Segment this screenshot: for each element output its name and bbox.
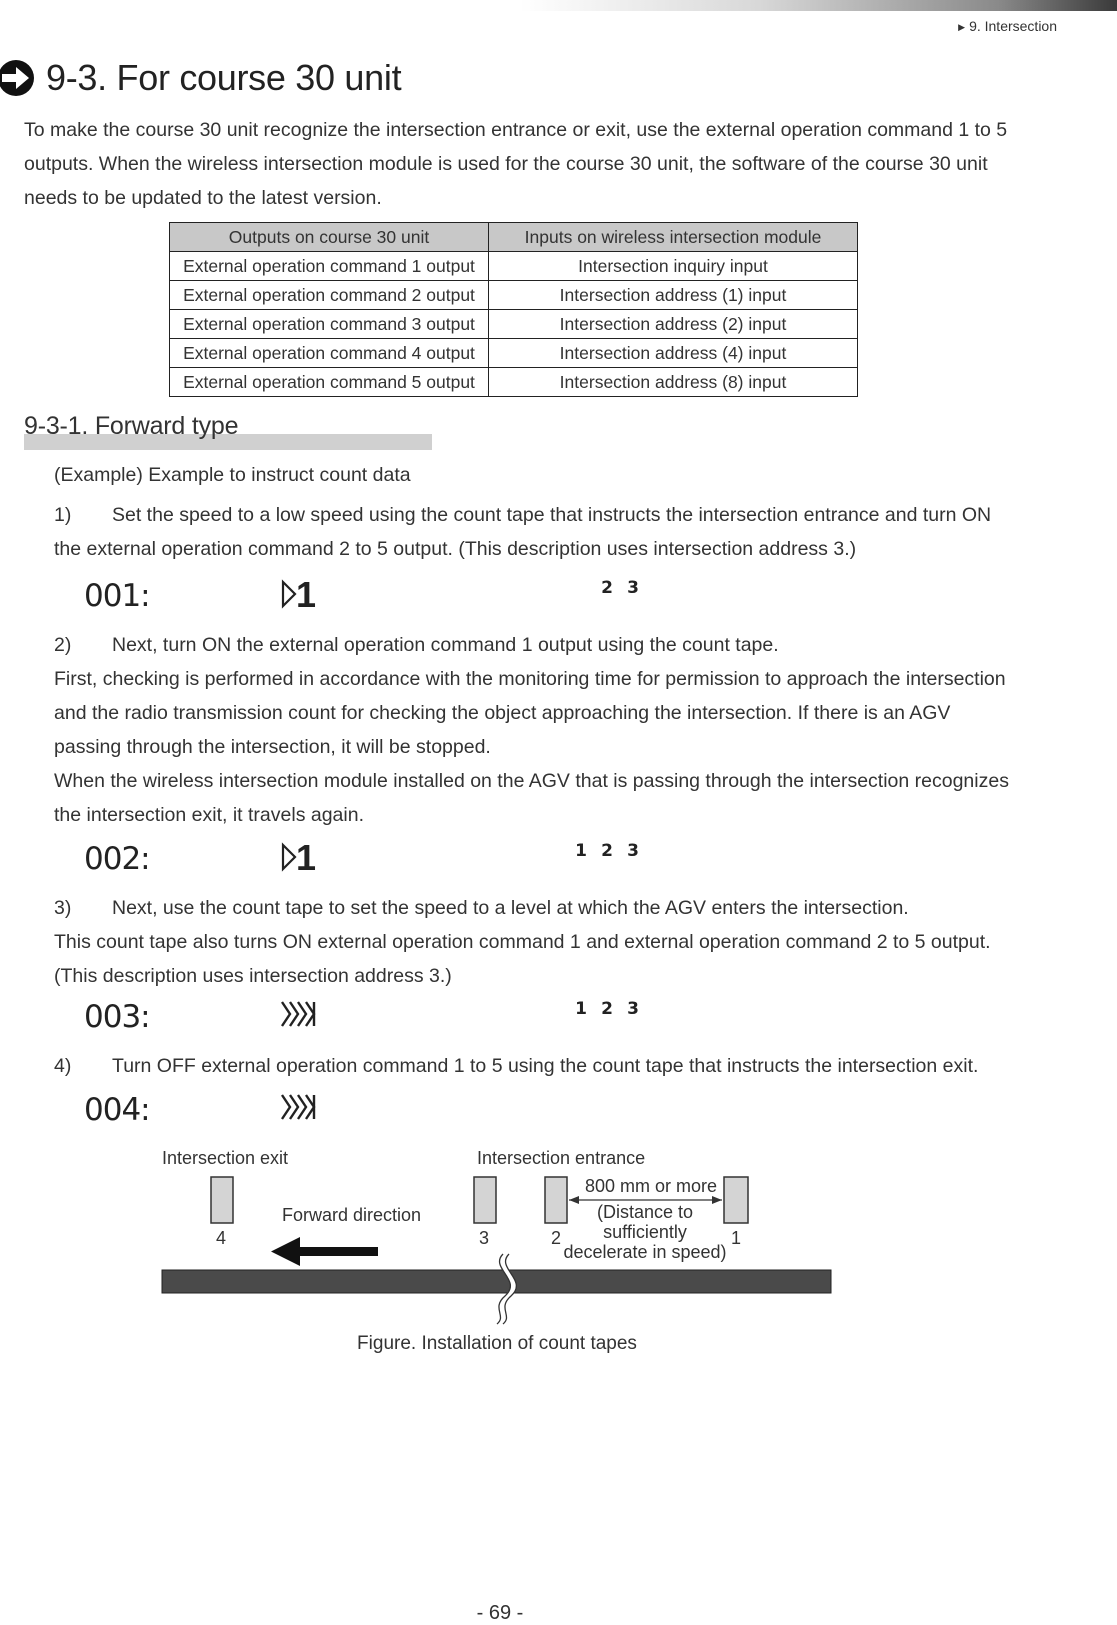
table-cell: External operation command 5 output — [170, 368, 489, 397]
step-text: Next, turn ON the external operation command 1 output using the count tape. — [112, 634, 779, 656]
tape-code: 004: — [84, 1092, 150, 1128]
tape-number-1: 1 — [731, 1228, 742, 1248]
header-gradient-bar — [520, 0, 1117, 11]
count-tape-002 — [80, 837, 680, 881]
page-title: 9-3. For course 30 unit — [46, 57, 402, 98]
tape-code: 001: — [84, 578, 150, 614]
forward-arrow-head — [271, 1237, 300, 1266]
breadcrumb — [958, 18, 1057, 34]
step-number: 3) — [54, 897, 72, 919]
breadcrumb-label: 9. Intersection — [969, 18, 1057, 34]
speed-level: 1 — [296, 574, 317, 615]
distance-note-line: sufficiently — [603, 1222, 687, 1242]
table-cell: Intersection address (4) input — [489, 339, 858, 368]
table-cell: External operation command 3 output — [170, 310, 489, 339]
tape-number-3: 3 — [479, 1228, 490, 1248]
step-2-detail-2: When the wireless intersection module installed on the AGV that is passing through the intersection recognizes the intersection exit, it travels again. — [54, 770, 1009, 826]
table-header-cell: Outputs on course 30 unit — [170, 223, 489, 252]
slow-speed-icon — [280, 574, 320, 621]
table-row — [170, 368, 858, 397]
distance-note-line: decelerate in speed) — [563, 1242, 727, 1262]
section-title-row — [0, 56, 401, 100]
distance-note — [560, 1202, 730, 1262]
table-cell: External operation command 1 output — [170, 252, 489, 281]
intro-paragraph: To make the course 30 unit recognize the intersection entrance or exit, use the external operation command 1 to 5 outputs. When the wireless intersection module is used for the course 30 unit, the software of the course 30 unit needs to be updated to the latest version. — [24, 119, 1008, 209]
subsection-heading — [24, 410, 432, 450]
step-text: Next, use the count tape to set the speed to a level at which the AGV enters the intersection. — [112, 897, 909, 919]
tape-number-4: 4 — [216, 1228, 227, 1248]
fast-speed-icon — [280, 999, 320, 1036]
tape-bits — [568, 578, 646, 598]
step-1 — [54, 498, 1014, 566]
tape-number-2: 2 — [551, 1228, 562, 1248]
step-2-detail-1: First, checking is performed in accordance with the monitoring time for permission to approach the intersection and the radio transmission count for checking the object approaching the intersection. If there is an AGV passing through the intersection, it will be stopped. — [54, 668, 1006, 758]
page-number: - 69 - — [476, 1602, 524, 1624]
intersection-entrance-label: Intersection entrance — [477, 1148, 646, 1168]
tape-bits — [568, 999, 646, 1019]
table-row — [170, 281, 858, 310]
travel-route-tape — [162, 1270, 831, 1293]
fast-speed-icon — [280, 1092, 320, 1129]
speed-level: 1 — [296, 837, 317, 878]
tape-bit: 2 — [601, 578, 613, 598]
table-cell: External operation command 4 output — [170, 339, 489, 368]
output-input-table — [169, 222, 858, 397]
table-cell: Intersection address (2) input — [489, 310, 858, 339]
count-tape-block-3 — [474, 1177, 496, 1223]
table-row — [170, 310, 858, 339]
tape-bits — [568, 841, 646, 861]
intersection-exit-label: Intersection exit — [162, 1148, 289, 1168]
step-4 — [54, 1049, 1014, 1083]
caret-right-icon: ▶ — [958, 22, 966, 32]
count-tape-004 — [80, 1092, 680, 1132]
count-tape-block-4 — [211, 1177, 233, 1223]
tape-bit: 3 — [627, 578, 639, 598]
tape-code: 003: — [84, 999, 150, 1035]
step-text: Turn OFF external operation command 1 to 5 using the count tape that instructs the intersection exit. — [112, 1055, 979, 1077]
step-3 — [54, 891, 1014, 925]
step-number: 2) — [54, 634, 72, 656]
slow-speed-icon — [280, 837, 320, 884]
distance-label: 800 mm or more — [585, 1176, 718, 1196]
table-cell: Intersection address (1) input — [489, 281, 858, 310]
count-tape-003 — [80, 999, 680, 1039]
count-tape-installation-figure — [0, 1140, 1117, 1380]
tape-bit: 2 — [601, 999, 613, 1019]
step-2 — [54, 628, 1014, 662]
table-row — [170, 339, 858, 368]
table-header-row — [170, 223, 858, 252]
example-label: (Example) Example to instruct count data — [54, 464, 411, 486]
arrow-circle-right-icon — [0, 58, 36, 98]
table-cell: Intersection address (8) input — [489, 368, 858, 397]
tape-bit: 1 — [575, 999, 587, 1019]
forward-direction-label: Forward direction — [282, 1205, 422, 1225]
subsection-title: 9-3-1. Forward type — [24, 412, 239, 440]
table-cell: Intersection inquiry input — [489, 252, 858, 281]
step-number: 1) — [54, 504, 72, 526]
table-header-cell: Inputs on wireless intersection module — [489, 223, 858, 252]
distance-note-line: (Distance to — [596, 1202, 694, 1222]
count-tape-001 — [80, 574, 680, 618]
step-3-detail: This count tape also turns ON external operation command 1 and external operation command 2 to 5 output. (This description uses intersection address 3.) — [54, 931, 991, 987]
table-row — [170, 252, 858, 281]
tape-bit: 3 — [627, 841, 639, 861]
step-text: Set the speed to a low speed using the count tape that instructs the intersection entrance and turn ON the external operation command 2 to 5 output. (This description uses intersection address 3.) — [54, 504, 992, 560]
step-number: 4) — [54, 1055, 72, 1077]
tape-code: 002: — [84, 841, 150, 877]
tape-bit: 2 — [601, 841, 613, 861]
table-cell: External operation command 2 output — [170, 281, 489, 310]
forward-arrow-shaft — [296, 1247, 378, 1256]
tape-bit: 3 — [627, 999, 639, 1019]
figure-caption: Figure. Installation of count tapes — [357, 1333, 637, 1354]
tape-bit: 1 — [575, 841, 587, 861]
